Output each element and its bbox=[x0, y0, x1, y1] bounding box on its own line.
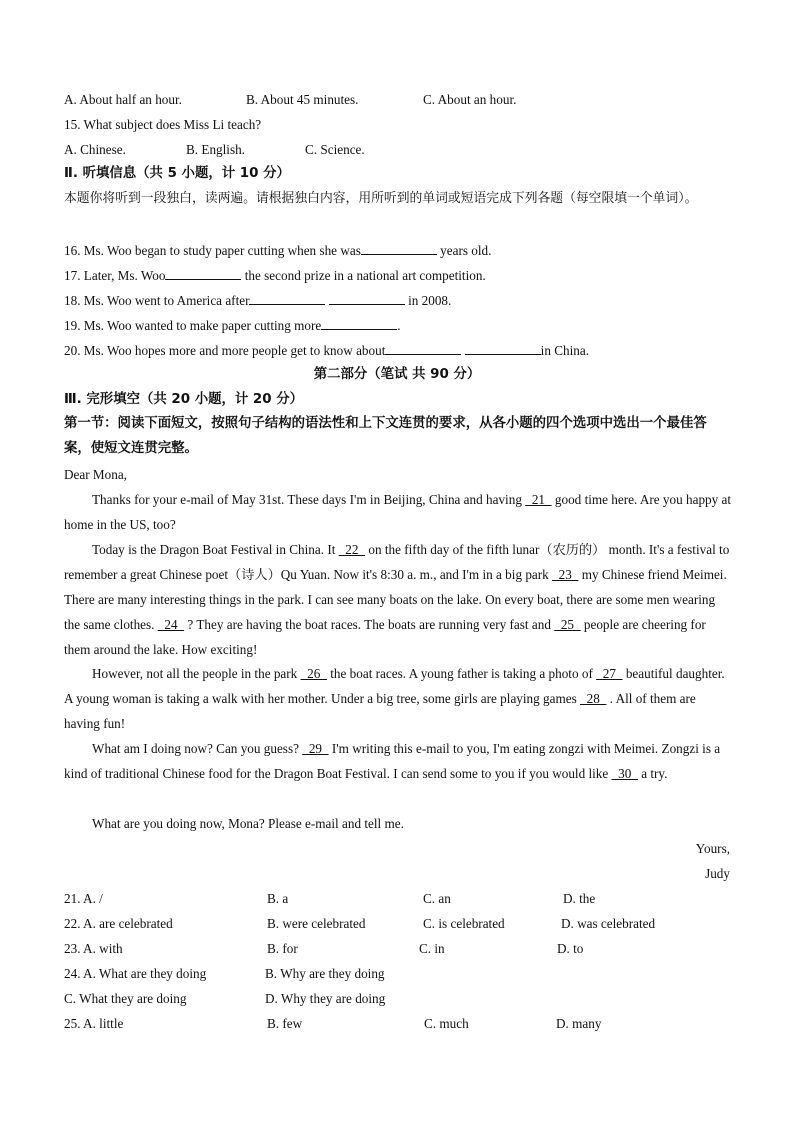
q25-option-a[interactable]: 25. A. little bbox=[64, 1016, 124, 1031]
blank-26[interactable]: 26 bbox=[300, 666, 327, 681]
q19-text-after: . bbox=[397, 318, 401, 333]
letter-paragraph-2 bbox=[64, 537, 732, 662]
q17 bbox=[64, 266, 734, 285]
q23-option-a[interactable]: 23. A. with bbox=[64, 941, 123, 956]
q18-blank-1[interactable] bbox=[249, 291, 325, 305]
q22-option-a[interactable]: 22. A. are celebrated bbox=[64, 916, 173, 931]
q19 bbox=[64, 316, 734, 335]
q15-option-a: A. Chinese. bbox=[64, 142, 126, 157]
q24-option-d[interactable]: D. Why they are doing bbox=[265, 991, 386, 1006]
letter-p3-text-1: However, not all the people in the park bbox=[92, 666, 301, 681]
q21-option-c[interactable]: C. an bbox=[423, 891, 451, 906]
letter-p2-text-1: Today is the Dragon Boat Festival in China. It bbox=[92, 542, 339, 557]
letter-signature: Judy bbox=[705, 866, 730, 881]
letter-paragraph-3 bbox=[64, 661, 732, 736]
letter-paragraph-4 bbox=[64, 736, 732, 786]
part2-heading: 第二部分（笔试 共 90 分） bbox=[313, 367, 481, 382]
q22-option-b[interactable]: B. were celebrated bbox=[267, 916, 366, 931]
letter-p2-text-2: on the fifth day of the fifth lunar（农历的） month. It's a festival to remember a great Chinese poet（诗人）Qu Yuan. Now it's 8:30 a. m., and I'm in a big park bbox=[64, 542, 730, 582]
letter-p2-text-5: people are cheering for them around the lake. How exciting! bbox=[64, 617, 706, 657]
blank-25[interactable]: 25 bbox=[554, 617, 581, 632]
letter-p2-text-4: ? They are having the boat races. The boats are running very fast and bbox=[184, 617, 555, 632]
letter-p1-text-2: good time here. Are you happy at home in the US, too? bbox=[64, 492, 732, 532]
section3-instruction: 第一节：阅读下面短文，按照句子结构的语法性和上下文连贯的要求，从各小题的四个选项中选出一个最佳答案，使短文连贯完整。 bbox=[64, 416, 707, 456]
q25-option-b[interactable]: B. few bbox=[267, 1016, 303, 1031]
q15-question: 15. What subject does Miss Li teach? bbox=[64, 117, 262, 132]
letter-p1-text-1: Thanks for your e-mail of May 31st. These days I'm in Beijing, China and having bbox=[92, 492, 526, 507]
blank-23[interactable]: 23 bbox=[552, 567, 579, 582]
letter-p3-text-3: beautiful daughter. A young woman is taking a walk with her mother. Under a big tree, some girls are playing games bbox=[64, 666, 725, 706]
section2-instruction: 本题你将听到一段独白，读两遍。请根据独白内容，用所听到的单词或短语完成下列各题（每空限填一个单词）。 bbox=[64, 191, 698, 206]
q21-option-a[interactable]: 21. A. / bbox=[64, 891, 103, 906]
blank-22[interactable]: 22 bbox=[338, 542, 366, 557]
q23-option-d[interactable]: D. to bbox=[557, 941, 584, 956]
q18-text-before: 18. Ms. Woo went to America after bbox=[64, 293, 250, 308]
q19-text-before: 19. Ms. Woo wanted to make paper cutting more bbox=[64, 318, 322, 333]
q20-blank-1[interactable] bbox=[385, 341, 461, 355]
q16-blank[interactable] bbox=[361, 241, 437, 255]
blank-29[interactable]: 29 bbox=[302, 741, 329, 756]
q25-option-d[interactable]: D. many bbox=[556, 1016, 602, 1031]
q16-text-before: 16. Ms. Woo began to study paper cutting when she was bbox=[64, 243, 361, 258]
letter-closing: Yours, bbox=[695, 841, 730, 856]
q22-option-d[interactable]: D. was celebrated bbox=[561, 916, 656, 931]
q20 bbox=[64, 341, 734, 360]
section2-heading: Ⅱ. 听填信息（共 5 小题，计 10 分） bbox=[64, 166, 290, 181]
q17-text-after: the second prize in a national art competition. bbox=[241, 268, 486, 283]
q25-option-c[interactable]: C. much bbox=[424, 1016, 469, 1031]
letter-p4-text-1: What am I doing now? Can you guess? bbox=[92, 741, 303, 756]
q20-blank-2[interactable] bbox=[465, 341, 541, 355]
letter-p3-text-4: . All of them are having fun! bbox=[64, 691, 696, 731]
letter-p4-text-3: a try. bbox=[637, 766, 668, 781]
q23-option-c[interactable]: C. in bbox=[419, 941, 445, 956]
q23-option-b[interactable]: B. for bbox=[267, 941, 298, 956]
q21-option-b[interactable]: B. a bbox=[267, 891, 289, 906]
q20-text-after: in China. bbox=[540, 343, 590, 358]
q18 bbox=[64, 291, 734, 310]
letter-p4-text-2: I'm writing this e-mail to you, I'm eating zongzi with Meimei. Zongzi is a kind of traditional Chinese food for the Dragon Boat Festival. I can send some to you if you would like bbox=[64, 741, 721, 781]
q14-option-a: A. About half an hour. bbox=[64, 92, 182, 107]
q24-option-a[interactable]: 24. A. What are they doing bbox=[64, 966, 207, 981]
q18-text-after: in 2008. bbox=[404, 293, 452, 308]
q20-text-before: 20. Ms. Woo hopes more and more people get to know about bbox=[64, 343, 386, 358]
q15-option-b: B. English. bbox=[186, 142, 245, 157]
blank-27[interactable]: 27 bbox=[596, 666, 623, 681]
q14-option-b: B. About 45 minutes. bbox=[246, 92, 359, 107]
q24-option-c[interactable]: C. What they are doing bbox=[64, 991, 187, 1006]
q16 bbox=[64, 241, 734, 260]
section3-heading: Ⅲ. 完形填空（共 20 小题，计 20 分） bbox=[64, 392, 304, 407]
q17-text-before: 17. Later, Ms. Woo bbox=[64, 268, 166, 283]
q15-option-c: C. Science. bbox=[305, 142, 365, 157]
letter-greeting: Dear Mona, bbox=[64, 467, 127, 482]
letter-paragraph-5: What are you doing now, Mona? Please e-mail and tell me. bbox=[92, 816, 404, 831]
q22-option-c[interactable]: C. is celebrated bbox=[423, 916, 505, 931]
q17-blank[interactable] bbox=[165, 266, 241, 280]
letter-p3-text-2: the boat races. A young father is taking a photo of bbox=[326, 666, 597, 681]
q24-option-b[interactable]: B. Why are they doing bbox=[265, 966, 385, 981]
q16-text-after: years old. bbox=[436, 243, 492, 258]
q19-blank[interactable] bbox=[321, 316, 397, 330]
q21-option-d[interactable]: D. the bbox=[563, 891, 596, 906]
blank-24[interactable]: 24 bbox=[157, 617, 185, 632]
q18-blank-2[interactable] bbox=[329, 291, 405, 305]
blank-21[interactable]: 21 bbox=[525, 492, 552, 507]
letter-p2-text-3: my Chinese friend Meimei. There are many interesting things in the park. I can see many boats on the lake. On every boat, there are some men wearing the same clothes. bbox=[64, 567, 727, 632]
letter-paragraph-1 bbox=[64, 487, 732, 537]
blank-28[interactable]: 28 bbox=[580, 691, 607, 706]
q14-option-c: C. About an hour. bbox=[423, 92, 517, 107]
blank-30[interactable]: 30 bbox=[611, 766, 638, 781]
